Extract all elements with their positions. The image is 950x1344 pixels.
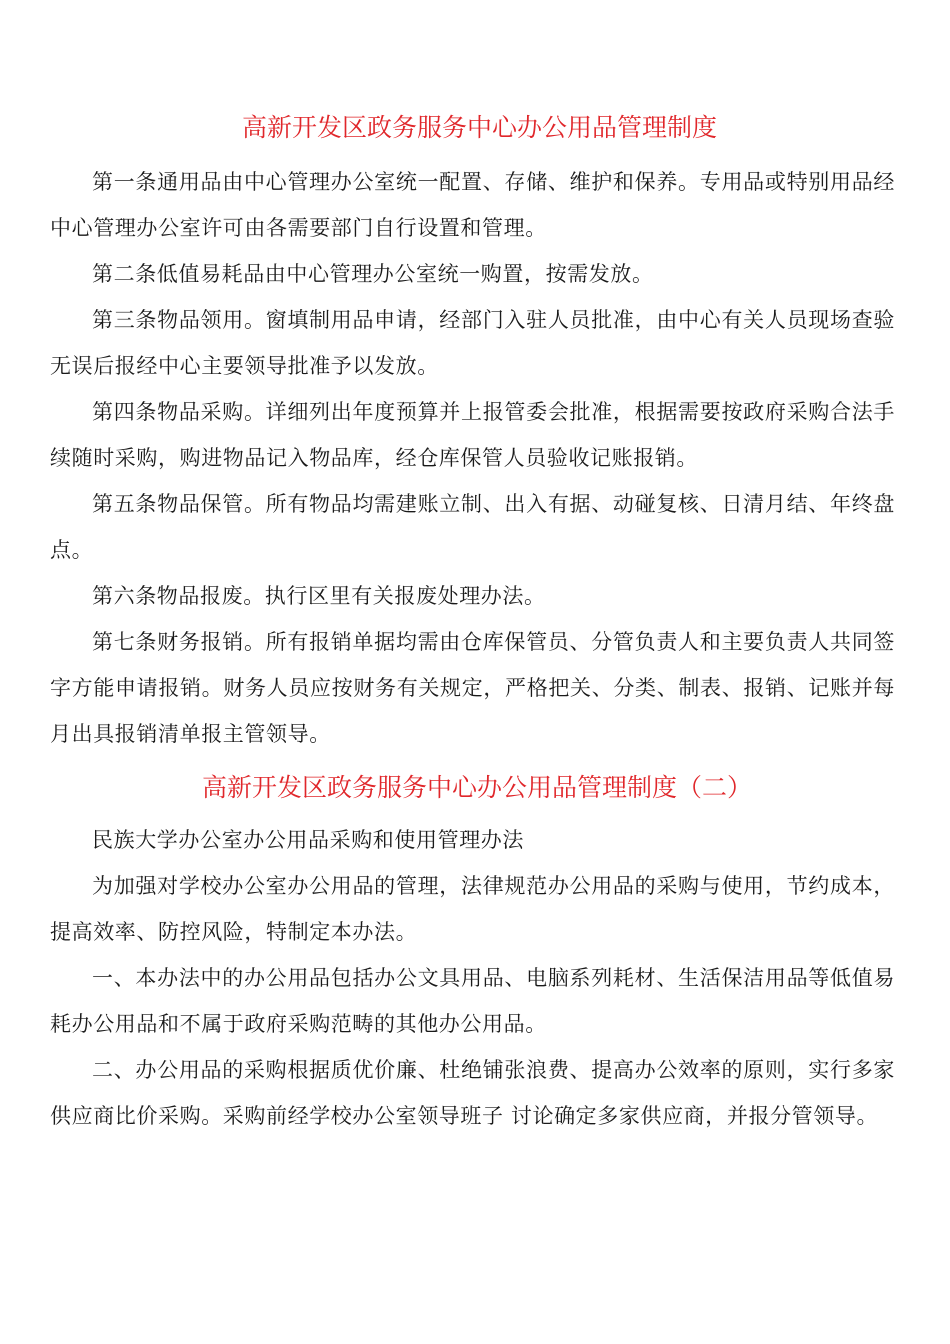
document-title: 高新开发区政务服务中心办公用品管理制度	[242, 113, 718, 142]
article-1-paragraph: 第一条通用品由中心管理办公室统一配置、存储、维护和保养。专用品或特别用品经中心管理办公室许可由各需要部门自行设置和管理。	[50, 170, 895, 240]
document-page	[50, 105, 895, 1139]
article-7-paragraph: 第七条财务报销。所有报销单据均需由仓库保管员、分管负责人和主要负责人共同签字方能申请报销。财务人员应按财务有关规定，严格把关、分类、制表、报销、记账并每月出具报销清单报主管领导。	[50, 630, 895, 746]
article-4-paragraph: 第四条物品采购。详细列出年度预算并上报管委会批准，根据需要按政府采购合法手续随时采购，购进物品记入物品库，经仓库保管人员验收记账报销。	[50, 400, 895, 470]
purpose-paragraph: 为加强对学校办公室办公用品的管理，法律规范办公用品的采购与使用，节约成本，提高效率、防控风险，特制定本办法。	[50, 874, 895, 944]
document-subtitle: 高新开发区政务服务中心办公用品管理制度（二）	[202, 773, 753, 802]
section-1-body	[50, 159, 895, 757]
article-3-paragraph: 第三条物品领用。窗填制用品申请，经部门入驻人员批准，由中心有关人员现场查验无误后报经中心主要领导批准予以发放。	[50, 308, 895, 378]
clause-1-paragraph: 一、本办法中的办公用品包括办公文具用品、电脑系列耗材、生活保洁用品等低值易耗办公用品和不属于政府采购范畴的其他办公用品。	[50, 966, 895, 1036]
section-2-body	[50, 817, 895, 1139]
measures-title-paragraph: 民族大学办公室办公用品采购和使用管理办法	[92, 828, 524, 852]
article-5-paragraph: 第五条物品保管。所有物品均需建账立制、出入有据、动碰复核、日清月结、年终盘点。	[50, 492, 895, 562]
article-2-paragraph: 第二条低值易耗品由中心管理办公室统一购置，按需发放。	[92, 262, 654, 286]
clause-2-paragraph: 二、办公用品的采购根据质优价廉、杜绝铺张浪费、提高办公效率的原则，实行多家供应商比价采购。采购前经学校办公室领导班子 讨论确定多家供应商，并报分管领导。	[50, 1058, 895, 1128]
article-6-paragraph: 第六条物品报废。执行区里有关报废处理办法。	[92, 584, 546, 608]
